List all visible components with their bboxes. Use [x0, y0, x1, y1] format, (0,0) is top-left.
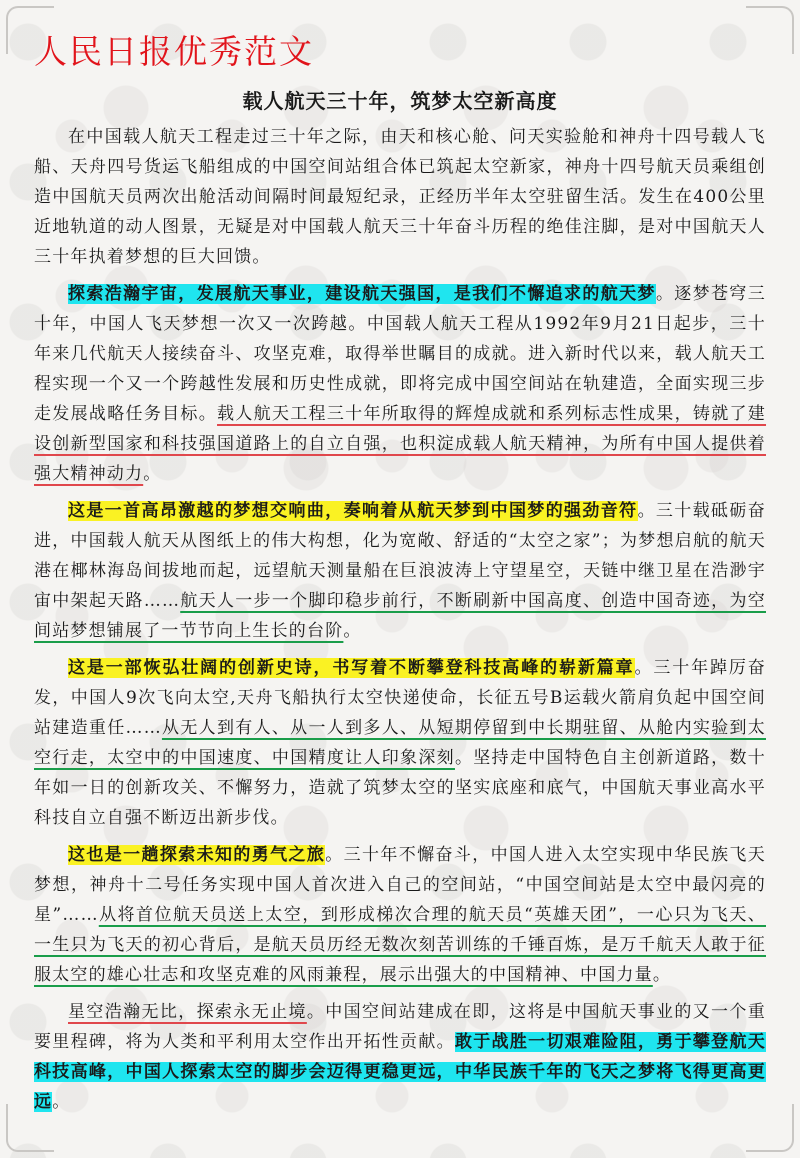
- green-underline: 从将首位航天员送上太空，到形成梯次合理的航天员“英雄天团”，一心只为飞天、一生只为飞天的初心背后，是航天员历经无数次刻苦训练的千锤百炼，是万千航天人敢于征服太空的雄心壮志和攻坚克难的风雨兼程，展示出强大的中国精神、中国力量: [34, 905, 766, 985]
- text-segment: 。: [52, 1092, 71, 1112]
- text-segment: 。: [343, 621, 362, 641]
- paragraph-1: [34, 122, 766, 272]
- text-segment: 。三十载砥砺奋进，中国载人航天从图纸上的伟大构想，化为宽敞、舒适的“太空之家”；为梦想启航的航天港在椰林海岛间拔地而起，远望航天测量船在巨浪波涛上守望星空，天链中继卫星在浩渺宇宙中架起天路……: [34, 501, 766, 611]
- paragraph-6: [34, 997, 766, 1117]
- paragraph-2: [34, 279, 766, 489]
- yellow-highlight: 这是一部恢弘壮阔的创新史诗，书写着不断攀登科技高峰的崭新篇章: [68, 658, 635, 678]
- text-segment: 。: [143, 464, 162, 484]
- yellow-highlight: 这是一首高昂激越的梦想交响曲，奏响着从航天梦到中国梦的强劲音符: [68, 501, 638, 521]
- paragraph-4: [34, 653, 766, 833]
- document-page: [34, 30, 766, 1124]
- text-segment: 。: [652, 965, 672, 985]
- text-segment: 。三十年踔厉奋发，中国人9次飞向太空,天舟飞船执行太空快递使命，长征五号B运载火箭肩负起中国空间站建造重任……: [34, 658, 766, 738]
- article-body: [34, 122, 766, 1117]
- text-segment: 。中国空间站建成在即，这将是中国航天事业的又一个重要里程碑，将为人类和平利用太空作出开拓性贡献。: [34, 1002, 767, 1052]
- paragraph-5: [34, 840, 766, 990]
- red-underline: 星空浩瀚无比，探索永无止境: [68, 1002, 307, 1022]
- cyan-highlight: 敢于战胜一切艰难险阻，勇于攀登航天科技高峰，中国人探索太空的脚步会迈得更稳更远，中华民族千年的飞天之梦将飞得更高更远: [34, 1032, 766, 1112]
- cyan-highlight: 探索浩瀚宇宙，发展航天事业，建设航天强国，是我们不懈追求的航天梦: [68, 284, 656, 304]
- brand-header: 人民日报优秀范文: [34, 32, 314, 71]
- text-segment: 。逐梦苍穹三十年，中国人飞天梦想一次又一次跨越。中国载人航天工程从1992年9月21日起步，三十年来几代航天人接续奋斗、攻坚克难，取得举世瞩目的成就。进入新时代以来，载人航天工程实现一个又一个跨越性发展和历史性成就，即将完成中国空间站在轨建造，全面实现三步走发展战略任务目标。: [34, 284, 767, 424]
- text-segment: 在中国载人航天工程走过三十年之际，由天和核心舱、问天实验舱和神舟十四号载人飞船、天舟四号货运飞船组成的中国空间站组合体已筑起太空新家，神舟十四号航天员乘组创造中国航天员两次出舱活动间隔时间最短纪录，正经历半年太空驻留生活。发生在400公里近地轨道的动人图景，无疑是对中国载人航天三十年奋斗历程的绝佳注脚，是对中国航天人三十年执着梦想的巨大回馈。: [34, 127, 766, 267]
- text-segment: 。坚持走中国特色自主创新道路，数十年如一日的创新攻关、不懈努力，造就了筑梦太空的坚实底座和底气，中国航天事业高水平科技自立自强不断迈出新步伐。: [34, 748, 766, 828]
- green-underline: 从无人到有人、从一人到多人、从短期停留到中长期驻留、从舱内实验到太空行走，太空中的中国速度、中国精度让人印象深刻: [34, 718, 766, 768]
- text-segment: 。三十年不懈奋斗，中国人进入太空实现中华民族飞天梦想，神舟十二号任务实现中国人首次进入自己的空间站，“中国空间站是太空中最闪亮的星”……: [34, 845, 766, 925]
- article-title: 载人航天三十年，筑梦太空新高度: [242, 89, 558, 113]
- red-underline: 载人航天工程三十年所取得的辉煌成就和系列标志性成果，铸就了建设创新型国家和科技强国道路上的自立自强，也积淀成载人航天精神，为所有中国人提供着强大精神动力: [34, 404, 767, 484]
- paragraph-3: [34, 496, 766, 646]
- green-underline: 航天人一步一个脚印稳步前行，不断刷新中国高度、创造中国奇迹，为空间站梦想铺展了一节节向上生长的台阶: [34, 591, 766, 641]
- yellow-highlight: 这也是一趟探索未知的勇气之旅: [68, 845, 326, 865]
